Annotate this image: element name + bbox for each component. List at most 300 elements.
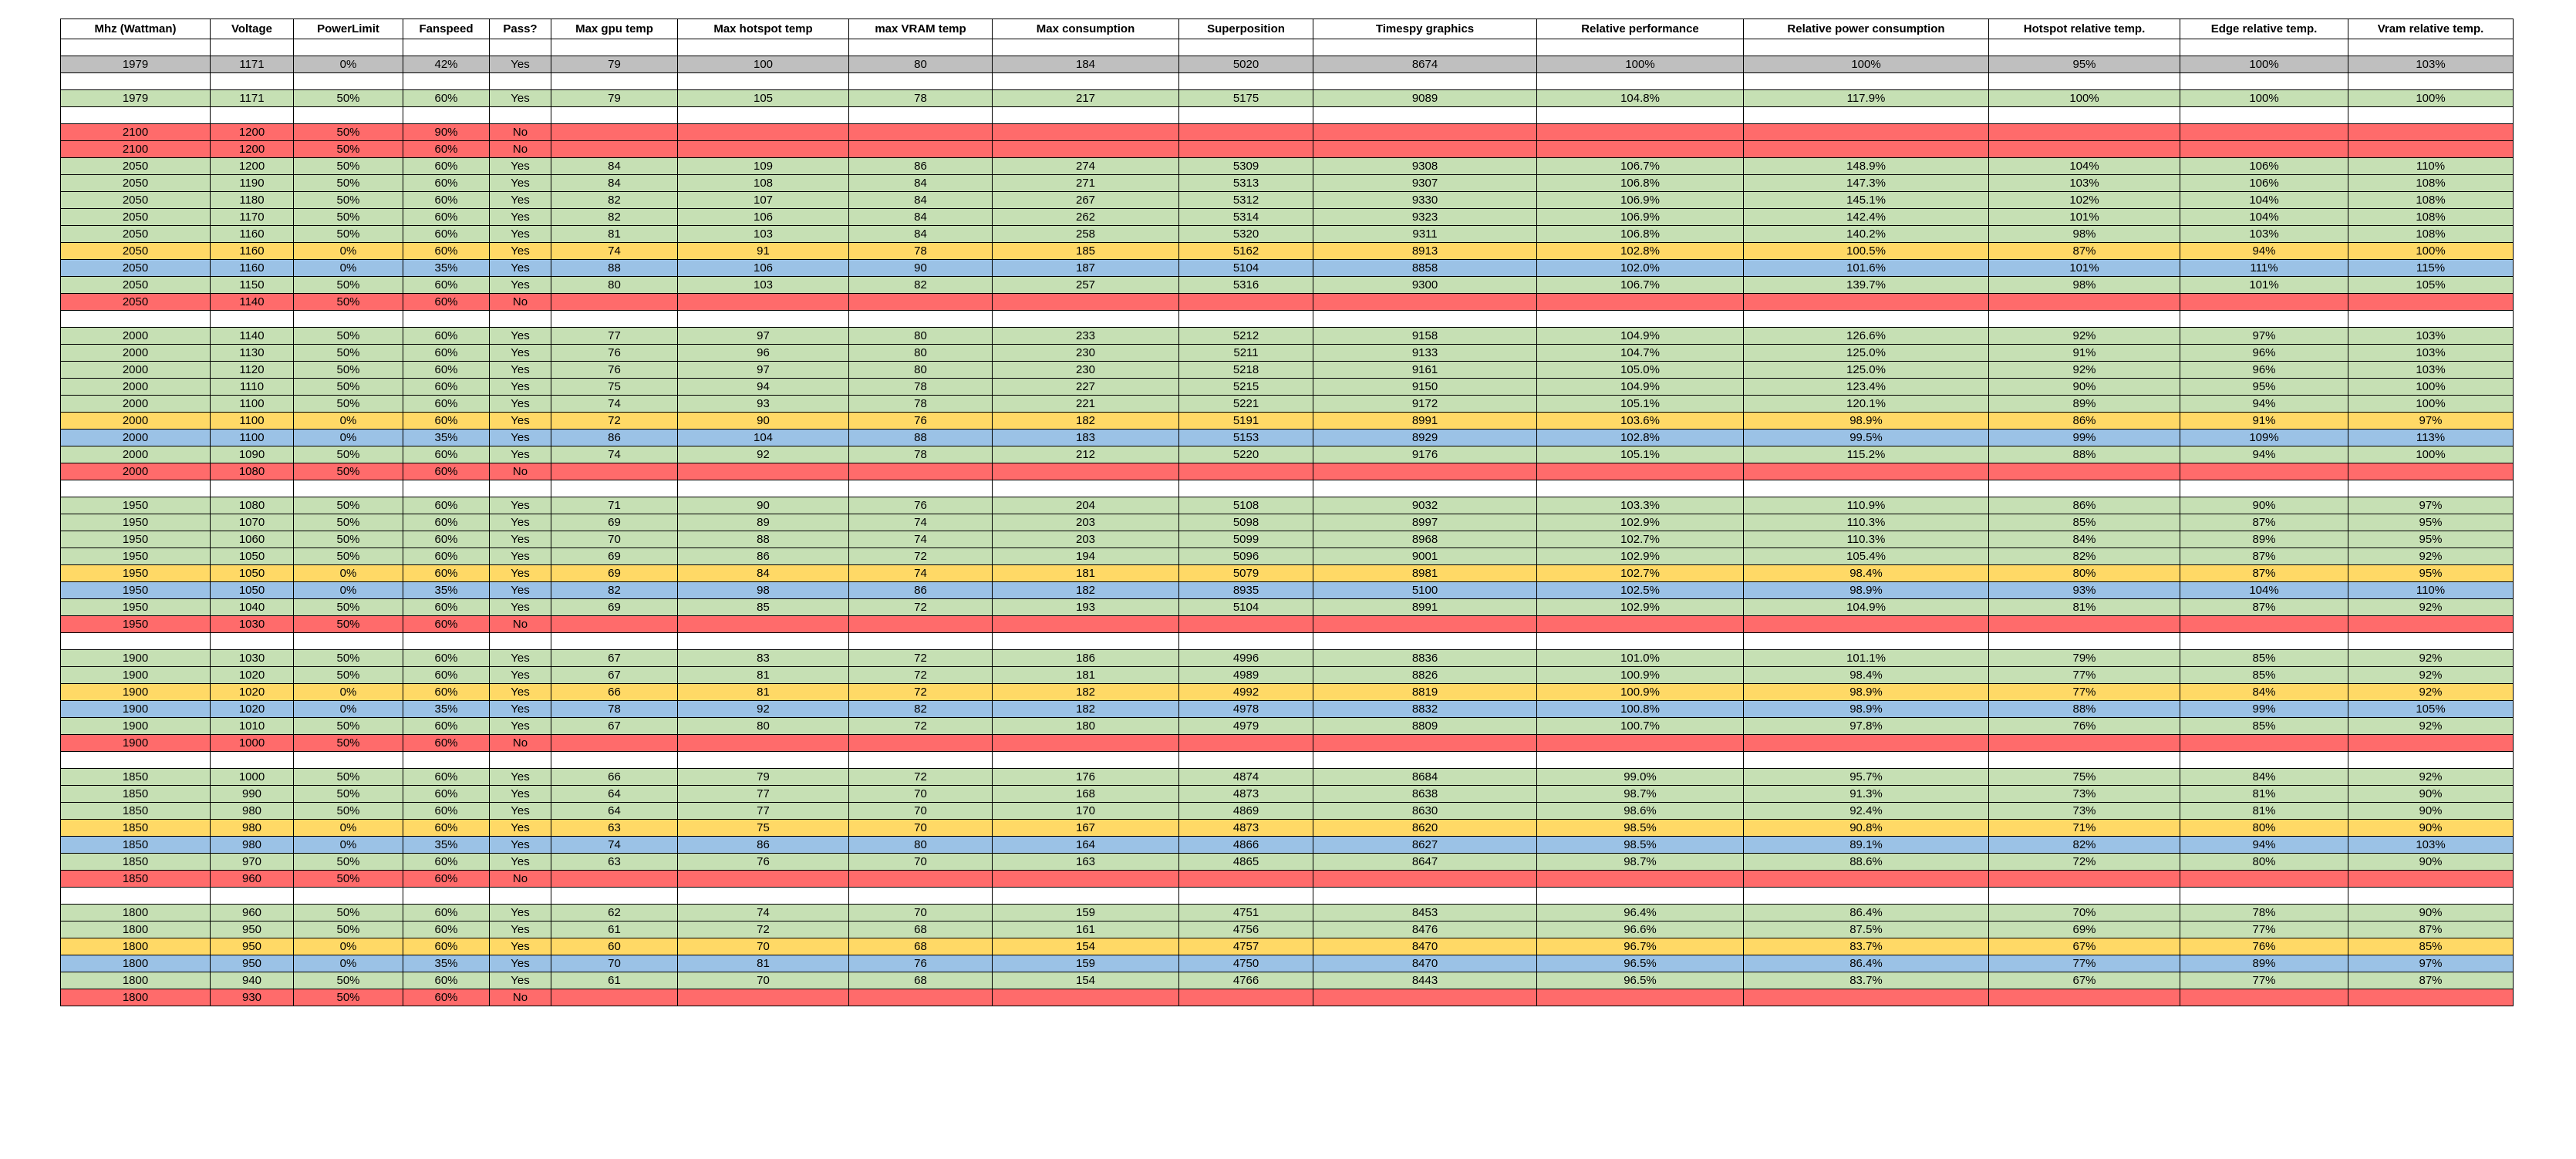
table-cell[interactable]: 63: [551, 854, 678, 871]
table-cell[interactable]: 69%: [1989, 921, 2180, 938]
table-cell[interactable]: 257: [993, 277, 1179, 294]
table-cell[interactable]: 227: [993, 379, 1179, 396]
table-cell[interactable]: 203: [993, 514, 1179, 531]
table-cell[interactable]: 72: [849, 718, 993, 735]
table-cell[interactable]: 97%: [2348, 413, 2514, 430]
table-cell[interactable]: 69: [551, 565, 678, 582]
table-cell[interactable]: 50%: [294, 379, 403, 396]
table-cell[interactable]: [1744, 633, 1989, 650]
table-cell[interactable]: 2050: [61, 260, 211, 277]
table-cell[interactable]: [211, 752, 294, 769]
table-cell[interactable]: 102.0%: [1537, 260, 1744, 277]
table-cell[interactable]: 78: [849, 446, 993, 463]
table-cell[interactable]: 104%: [2180, 192, 2348, 209]
table-cell[interactable]: 50%: [294, 667, 403, 684]
table-cell[interactable]: [403, 73, 490, 90]
table-cell[interactable]: 98.9%: [1744, 684, 1989, 701]
table-cell[interactable]: 126.6%: [1744, 328, 1989, 345]
table-cell[interactable]: 1800: [61, 905, 211, 921]
table-cell[interactable]: 92%: [2348, 718, 2514, 735]
table-cell[interactable]: [403, 311, 490, 328]
table-cell[interactable]: 35%: [403, 837, 490, 854]
table-cell[interactable]: [1744, 616, 1989, 633]
table-cell[interactable]: [993, 39, 1179, 56]
table-cell[interactable]: Yes: [490, 786, 551, 803]
table-cell[interactable]: [294, 633, 403, 650]
table-cell[interactable]: [1313, 633, 1537, 650]
table-cell[interactable]: 183: [993, 430, 1179, 446]
table-cell[interactable]: 217: [993, 90, 1179, 107]
table-cell[interactable]: 74: [849, 514, 993, 531]
table-cell[interactable]: 60%: [403, 565, 490, 582]
table-cell[interactable]: 87%: [2348, 921, 2514, 938]
table-cell[interactable]: 9032: [1313, 497, 1537, 514]
table-cell[interactable]: 92: [678, 446, 849, 463]
table-cell[interactable]: [1744, 463, 1989, 480]
table-cell[interactable]: 100%: [1744, 56, 1989, 73]
table-cell[interactable]: 2000: [61, 430, 211, 446]
table-cell[interactable]: 8470: [1313, 955, 1537, 972]
table-cell[interactable]: 86%: [1989, 497, 2180, 514]
table-cell[interactable]: 106.9%: [1537, 209, 1744, 226]
table-cell[interactable]: [1744, 39, 1989, 56]
table-cell[interactable]: 1120: [211, 362, 294, 379]
table-cell[interactable]: 50%: [294, 362, 403, 379]
table-cell[interactable]: [2180, 124, 2348, 141]
table-cell[interactable]: 950: [211, 921, 294, 938]
table-cell[interactable]: 105%: [2348, 277, 2514, 294]
table-cell[interactable]: [849, 124, 993, 141]
table-cell[interactable]: 100.8%: [1537, 701, 1744, 718]
table-cell[interactable]: 9158: [1313, 328, 1537, 345]
table-cell[interactable]: 8620: [1313, 820, 1537, 837]
table-cell[interactable]: 102.9%: [1537, 514, 1744, 531]
table-cell[interactable]: 84: [678, 565, 849, 582]
table-cell[interactable]: 182: [993, 684, 1179, 701]
table-cell[interactable]: 9172: [1313, 396, 1537, 413]
table-cell[interactable]: [1179, 73, 1313, 90]
table-cell[interactable]: 60%: [403, 548, 490, 565]
table-cell[interactable]: 50%: [294, 328, 403, 345]
table-cell[interactable]: 95%: [2348, 514, 2514, 531]
table-cell[interactable]: [551, 107, 678, 124]
table-cell[interactable]: 35%: [403, 955, 490, 972]
table-cell[interactable]: 1050: [211, 548, 294, 565]
table-cell[interactable]: [849, 311, 993, 328]
table-cell[interactable]: [2348, 616, 2514, 633]
table-cell[interactable]: [403, 39, 490, 56]
table-cell[interactable]: 60%: [403, 345, 490, 362]
table-cell[interactable]: 90%: [1989, 379, 2180, 396]
table-cell[interactable]: 60%: [403, 243, 490, 260]
table-cell[interactable]: 104%: [1989, 158, 2180, 175]
table-cell[interactable]: [1744, 73, 1989, 90]
table-cell[interactable]: 106.8%: [1537, 226, 1744, 243]
table-cell[interactable]: 100%: [2348, 396, 2514, 413]
table-cell[interactable]: [1989, 39, 2180, 56]
table-cell[interactable]: 960: [211, 871, 294, 888]
table-cell[interactable]: 103.3%: [1537, 497, 1744, 514]
table-cell[interactable]: 109: [678, 158, 849, 175]
table-cell[interactable]: 100.9%: [1537, 684, 1744, 701]
table-cell[interactable]: 5162: [1179, 243, 1313, 260]
table-cell[interactable]: [211, 39, 294, 56]
table-cell[interactable]: [294, 39, 403, 56]
table-cell[interactable]: 980: [211, 803, 294, 820]
table-cell[interactable]: 75: [551, 379, 678, 396]
table-cell[interactable]: 50%: [294, 921, 403, 938]
table-cell[interactable]: 70: [849, 854, 993, 871]
table-cell[interactable]: No: [490, 871, 551, 888]
table-cell[interactable]: 170: [993, 803, 1179, 820]
table-cell[interactable]: 1160: [211, 260, 294, 277]
table-cell[interactable]: [490, 73, 551, 90]
table-cell[interactable]: [993, 633, 1179, 650]
table-cell[interactable]: 271: [993, 175, 1179, 192]
table-cell[interactable]: 85: [678, 599, 849, 616]
table-cell[interactable]: [993, 463, 1179, 480]
table-cell[interactable]: 104.9%: [1744, 599, 1989, 616]
table-cell[interactable]: 1900: [61, 684, 211, 701]
table-cell[interactable]: [2180, 633, 2348, 650]
table-cell[interactable]: 67%: [1989, 938, 2180, 955]
table-cell[interactable]: 106: [678, 260, 849, 277]
table-cell[interactable]: 1050: [211, 565, 294, 582]
table-cell[interactable]: No: [490, 989, 551, 1006]
table-cell[interactable]: 60%: [403, 328, 490, 345]
table-cell[interactable]: [1744, 311, 1989, 328]
table-cell[interactable]: 89: [678, 514, 849, 531]
table-cell[interactable]: 8836: [1313, 650, 1537, 667]
table-cell[interactable]: [211, 888, 294, 905]
table-cell[interactable]: 1900: [61, 701, 211, 718]
table-cell[interactable]: 1040: [211, 599, 294, 616]
table-cell[interactable]: 87%: [2180, 514, 2348, 531]
table-cell[interactable]: [1537, 463, 1744, 480]
table-cell[interactable]: 105.4%: [1744, 548, 1989, 565]
table-cell[interactable]: 8832: [1313, 701, 1537, 718]
table-cell[interactable]: 80: [678, 718, 849, 735]
table-cell[interactable]: 0%: [294, 820, 403, 837]
table-cell[interactable]: [1313, 311, 1537, 328]
table-cell[interactable]: 104.9%: [1537, 379, 1744, 396]
table-cell[interactable]: [2348, 463, 2514, 480]
table-cell[interactable]: 1171: [211, 56, 294, 73]
table-cell[interactable]: 74: [551, 243, 678, 260]
table-cell[interactable]: Yes: [490, 582, 551, 599]
table-cell[interactable]: 110.9%: [1744, 497, 1989, 514]
table-cell[interactable]: 90%: [2348, 854, 2514, 871]
table-cell[interactable]: [1744, 480, 1989, 497]
table-cell[interactable]: 100.7%: [1537, 718, 1744, 735]
table-cell[interactable]: [403, 888, 490, 905]
table-cell[interactable]: 8913: [1313, 243, 1537, 260]
table-cell[interactable]: 92%: [2348, 548, 2514, 565]
table-cell[interactable]: 1950: [61, 599, 211, 616]
table-cell[interactable]: 80: [849, 362, 993, 379]
table-cell[interactable]: 91%: [2180, 413, 2348, 430]
table-cell[interactable]: 83: [678, 650, 849, 667]
table-cell[interactable]: 1090: [211, 446, 294, 463]
table-cell[interactable]: No: [490, 463, 551, 480]
table-cell[interactable]: [1989, 480, 2180, 497]
table-cell[interactable]: 8674: [1313, 56, 1537, 73]
table-cell[interactable]: 1800: [61, 989, 211, 1006]
table-cell[interactable]: 101%: [1989, 209, 2180, 226]
table-cell[interactable]: 105.0%: [1537, 362, 1744, 379]
table-cell[interactable]: 90.8%: [1744, 820, 1989, 837]
table-cell[interactable]: [849, 480, 993, 497]
table-cell[interactable]: 4866: [1179, 837, 1313, 854]
table-cell[interactable]: 1080: [211, 497, 294, 514]
table-cell[interactable]: [2348, 294, 2514, 311]
table-cell[interactable]: 50%: [294, 871, 403, 888]
table-cell[interactable]: 50%: [294, 90, 403, 107]
table-cell[interactable]: [490, 480, 551, 497]
table-cell[interactable]: 2100: [61, 124, 211, 141]
table-cell[interactable]: 5212: [1179, 328, 1313, 345]
table-cell[interactable]: 60%: [403, 871, 490, 888]
table-cell[interactable]: 159: [993, 905, 1179, 921]
table-cell[interactable]: [403, 633, 490, 650]
table-cell[interactable]: Yes: [490, 955, 551, 972]
table-cell[interactable]: 77%: [2180, 921, 2348, 938]
table-cell[interactable]: 70: [551, 955, 678, 972]
table-cell[interactable]: 74: [551, 837, 678, 854]
table-cell[interactable]: Yes: [490, 718, 551, 735]
table-cell[interactable]: 1200: [211, 124, 294, 141]
table-cell[interactable]: 66: [551, 684, 678, 701]
table-cell[interactable]: 60%: [403, 854, 490, 871]
table-cell[interactable]: [1537, 735, 1744, 752]
table-cell[interactable]: 94%: [2180, 446, 2348, 463]
table-cell[interactable]: 81%: [2180, 803, 2348, 820]
table-cell[interactable]: [1313, 124, 1537, 141]
table-cell[interactable]: [678, 294, 849, 311]
table-cell[interactable]: 35%: [403, 260, 490, 277]
table-cell[interactable]: 80%: [2180, 820, 2348, 837]
table-cell[interactable]: 50%: [294, 158, 403, 175]
table-cell[interactable]: 60%: [403, 413, 490, 430]
table-cell[interactable]: 60%: [403, 175, 490, 192]
table-cell[interactable]: 9330: [1313, 192, 1537, 209]
table-cell[interactable]: 5079: [1179, 565, 1313, 582]
table-cell[interactable]: 97%: [2180, 328, 2348, 345]
table-cell[interactable]: 164: [993, 837, 1179, 854]
table-cell[interactable]: Yes: [490, 837, 551, 854]
table-cell[interactable]: [2348, 989, 2514, 1006]
table-cell[interactable]: 84: [849, 226, 993, 243]
table-cell[interactable]: [294, 888, 403, 905]
table-cell[interactable]: 94%: [2180, 243, 2348, 260]
table-cell[interactable]: 80%: [2180, 854, 2348, 871]
table-cell[interactable]: [2348, 633, 2514, 650]
table-cell[interactable]: [1179, 752, 1313, 769]
table-cell[interactable]: 50%: [294, 294, 403, 311]
table-cell[interactable]: 117.9%: [1744, 90, 1989, 107]
table-cell[interactable]: [993, 616, 1179, 633]
table-cell[interactable]: 90%: [403, 124, 490, 141]
table-cell[interactable]: [2180, 294, 2348, 311]
table-cell[interactable]: 78%: [2180, 905, 2348, 921]
table-cell[interactable]: [1313, 871, 1537, 888]
table-cell[interactable]: 98%: [1989, 277, 2180, 294]
table-cell[interactable]: 4979: [1179, 718, 1313, 735]
table-cell[interactable]: [993, 871, 1179, 888]
table-cell[interactable]: 2000: [61, 345, 211, 362]
table-cell[interactable]: 101.1%: [1744, 650, 1989, 667]
table-cell[interactable]: 980: [211, 837, 294, 854]
table-cell[interactable]: 4873: [1179, 786, 1313, 803]
table-cell[interactable]: 9308: [1313, 158, 1537, 175]
table-cell[interactable]: [211, 633, 294, 650]
table-cell[interactable]: 50%: [294, 345, 403, 362]
table-cell[interactable]: 67%: [1989, 972, 2180, 989]
table-cell[interactable]: 4757: [1179, 938, 1313, 955]
table-cell[interactable]: 123.4%: [1744, 379, 1989, 396]
table-cell[interactable]: 69: [551, 548, 678, 565]
table-cell[interactable]: 74: [849, 531, 993, 548]
table-cell[interactable]: 99.0%: [1537, 769, 1744, 786]
table-cell[interactable]: 70: [678, 938, 849, 955]
table-cell[interactable]: [1313, 294, 1537, 311]
table-cell[interactable]: [294, 107, 403, 124]
table-cell[interactable]: 64: [551, 803, 678, 820]
table-cell[interactable]: 98.9%: [1744, 701, 1989, 718]
table-cell[interactable]: 100.5%: [1744, 243, 1989, 260]
table-cell[interactable]: 115.2%: [1744, 446, 1989, 463]
table-cell[interactable]: 72: [849, 599, 993, 616]
table-cell[interactable]: Yes: [490, 701, 551, 718]
table-cell[interactable]: 1020: [211, 684, 294, 701]
table-cell[interactable]: [2348, 480, 2514, 497]
table-cell[interactable]: [1179, 888, 1313, 905]
table-cell[interactable]: [1989, 141, 2180, 158]
table-cell[interactable]: 50%: [294, 972, 403, 989]
table-cell[interactable]: 8627: [1313, 837, 1537, 854]
table-cell[interactable]: [211, 73, 294, 90]
table-cell[interactable]: [1989, 124, 2180, 141]
table-cell[interactable]: 9323: [1313, 209, 1537, 226]
table-cell[interactable]: 4869: [1179, 803, 1313, 820]
table-cell[interactable]: 5020: [1179, 56, 1313, 73]
table-cell[interactable]: 990: [211, 786, 294, 803]
table-cell[interactable]: 1900: [61, 667, 211, 684]
table-cell[interactable]: [551, 463, 678, 480]
table-cell[interactable]: [403, 752, 490, 769]
table-cell[interactable]: 108%: [2348, 226, 2514, 243]
table-cell[interactable]: Yes: [490, 379, 551, 396]
table-cell[interactable]: 8470: [1313, 938, 1537, 955]
table-cell[interactable]: 79%: [1989, 650, 2180, 667]
table-cell[interactable]: 98%: [1989, 226, 2180, 243]
table-cell[interactable]: 8809: [1313, 718, 1537, 735]
table-cell[interactable]: [61, 888, 211, 905]
table-cell[interactable]: [1989, 463, 2180, 480]
table-cell[interactable]: 76: [849, 413, 993, 430]
table-cell[interactable]: [551, 141, 678, 158]
table-cell[interactable]: 84: [849, 192, 993, 209]
table-cell[interactable]: 95%: [2348, 565, 2514, 582]
table-cell[interactable]: [1313, 752, 1537, 769]
table-cell[interactable]: No: [490, 294, 551, 311]
table-cell[interactable]: [993, 480, 1179, 497]
table-cell[interactable]: 70: [678, 972, 849, 989]
table-cell[interactable]: 2000: [61, 379, 211, 396]
table-cell[interactable]: 86: [849, 158, 993, 175]
table-cell[interactable]: [1537, 141, 1744, 158]
table-cell[interactable]: 98.9%: [1744, 413, 1989, 430]
table-cell[interactable]: 5218: [1179, 362, 1313, 379]
table-cell[interactable]: 82%: [1989, 837, 2180, 854]
table-cell[interactable]: 5175: [1179, 90, 1313, 107]
table-cell[interactable]: Yes: [490, 430, 551, 446]
table-cell[interactable]: 5098: [1179, 514, 1313, 531]
table-cell[interactable]: 68: [849, 972, 993, 989]
table-cell[interactable]: 980: [211, 820, 294, 837]
table-cell[interactable]: [1989, 871, 2180, 888]
table-cell[interactable]: 105.1%: [1537, 396, 1744, 413]
table-cell[interactable]: 96.7%: [1537, 938, 1744, 955]
table-cell[interactable]: 111%: [2180, 260, 2348, 277]
table-cell[interactable]: 86.4%: [1744, 955, 1989, 972]
table-cell[interactable]: 90%: [2348, 905, 2514, 921]
table-cell[interactable]: [1537, 73, 1744, 90]
table-cell[interactable]: 0%: [294, 684, 403, 701]
table-cell[interactable]: [490, 633, 551, 650]
table-cell[interactable]: 88: [551, 260, 678, 277]
table-cell[interactable]: 50%: [294, 175, 403, 192]
table-cell[interactable]: [2180, 73, 2348, 90]
table-cell[interactable]: 97%: [2348, 497, 2514, 514]
table-cell[interactable]: 96.5%: [1537, 972, 1744, 989]
table-cell[interactable]: [678, 633, 849, 650]
table-cell[interactable]: 88%: [1989, 446, 2180, 463]
table-cell[interactable]: 50%: [294, 277, 403, 294]
table-cell[interactable]: Yes: [490, 260, 551, 277]
table-cell[interactable]: 81: [678, 667, 849, 684]
table-cell[interactable]: 103.6%: [1537, 413, 1744, 430]
table-cell[interactable]: 60%: [403, 158, 490, 175]
table-cell[interactable]: 82%: [1989, 548, 2180, 565]
table-cell[interactable]: 99%: [1989, 430, 2180, 446]
table-cell[interactable]: 66: [551, 769, 678, 786]
table-cell[interactable]: 50%: [294, 446, 403, 463]
table-cell[interactable]: 86%: [1989, 413, 2180, 430]
table-cell[interactable]: Yes: [490, 396, 551, 413]
table-cell[interactable]: 5099: [1179, 531, 1313, 548]
table-cell[interactable]: 78: [849, 243, 993, 260]
table-cell[interactable]: 109%: [2180, 430, 2348, 446]
table-cell[interactable]: 70: [849, 786, 993, 803]
table-cell[interactable]: 1950: [61, 616, 211, 633]
table-cell[interactable]: 60%: [403, 277, 490, 294]
table-cell[interactable]: 85%: [2180, 718, 2348, 735]
table-cell[interactable]: 96%: [2180, 345, 2348, 362]
table-cell[interactable]: 105: [678, 90, 849, 107]
table-cell[interactable]: 180: [993, 718, 1179, 735]
table-cell[interactable]: 103%: [2348, 56, 2514, 73]
table-cell[interactable]: 103: [678, 277, 849, 294]
table-cell[interactable]: [849, 616, 993, 633]
table-cell[interactable]: 100%: [2348, 243, 2514, 260]
table-cell[interactable]: [61, 107, 211, 124]
table-cell[interactable]: 102.9%: [1537, 599, 1744, 616]
table-cell[interactable]: 67: [551, 650, 678, 667]
table-cell[interactable]: 50%: [294, 141, 403, 158]
table-cell[interactable]: [490, 39, 551, 56]
table-cell[interactable]: [849, 39, 993, 56]
